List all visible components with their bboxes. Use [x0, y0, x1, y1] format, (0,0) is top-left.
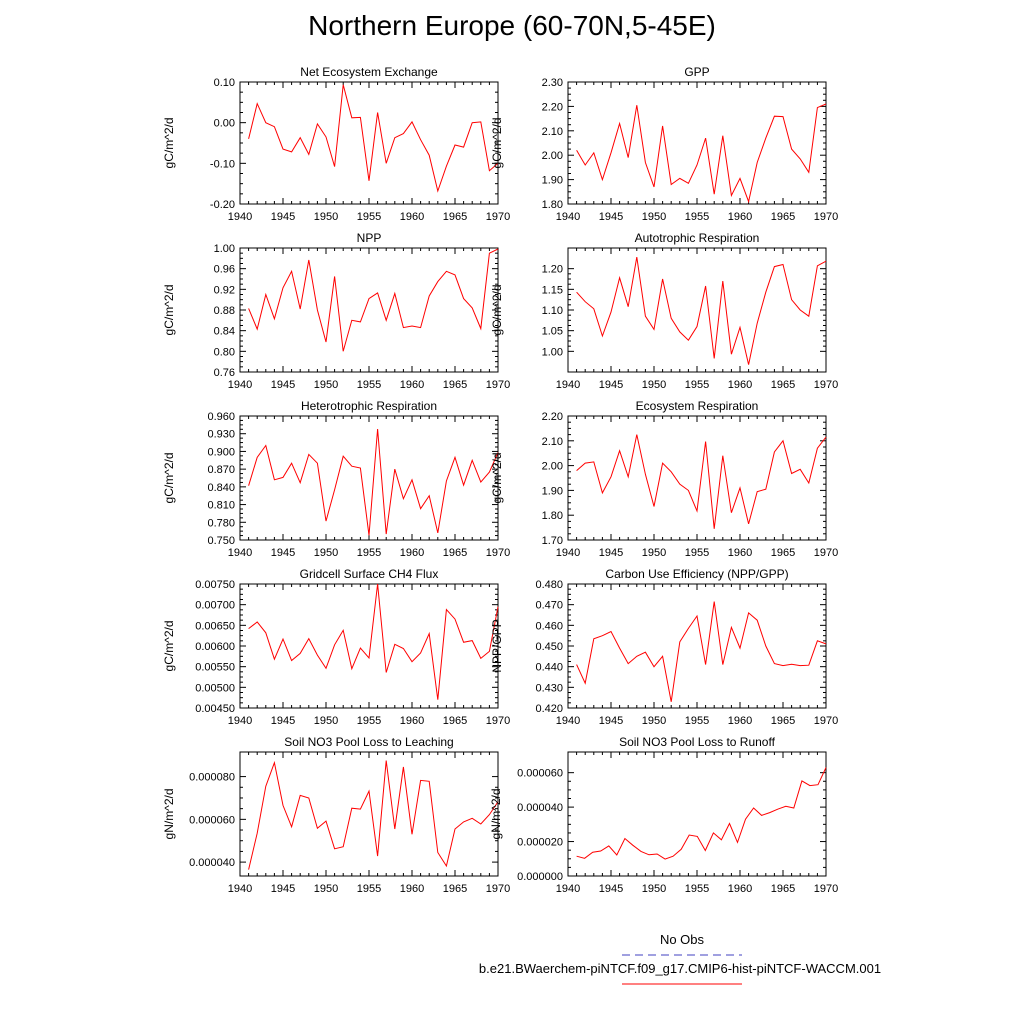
- x-tick-label: 1970: [813, 379, 839, 391]
- y-tick-label: 0.96: [213, 263, 235, 276]
- x-tick-label: 1960: [727, 715, 753, 727]
- x-tick-label: 1945: [270, 379, 296, 391]
- x-tick-label: 1940: [555, 883, 581, 895]
- y-tick-label: 0.00750: [195, 579, 235, 591]
- chart-title: Carbon Use Efficiency (NPP/GPP): [605, 567, 789, 581]
- plot-frame: [568, 752, 826, 876]
- x-tick-label: 1965: [442, 883, 468, 895]
- x-tick-label: 1950: [641, 883, 667, 895]
- x-tick-label: 1960: [399, 211, 425, 223]
- chart-panel-2: [162, 231, 510, 391]
- series-line: [249, 85, 498, 191]
- x-tick-label: 1950: [313, 379, 339, 391]
- x-tick-label: 1955: [356, 715, 382, 727]
- y-tick-label: 2.10: [541, 125, 563, 138]
- y-tick-label: 1.80: [541, 199, 563, 211]
- y-tick-label: 2.20: [541, 411, 563, 423]
- legend-obs-label: No Obs: [659, 932, 705, 947]
- chart-title: Soil NO3 Pool Loss to Leaching: [284, 735, 454, 749]
- y-tick-label: 0.000040: [189, 857, 235, 870]
- series-line: [249, 249, 498, 351]
- series-line: [577, 768, 826, 860]
- y-tick-label: 0.00550: [195, 661, 235, 674]
- y-tick-label: 1.80: [541, 510, 563, 523]
- series-line: [577, 435, 826, 529]
- y-tick-label: 0.420: [535, 703, 563, 715]
- y-axis-label: gN/m^2/d: [162, 788, 176, 840]
- chart-title: Ecosystem Respiration: [635, 399, 759, 413]
- plot-frame: [240, 752, 498, 876]
- y-axis-label: gN/m^2/d: [489, 788, 503, 840]
- x-tick-label: 1965: [770, 379, 796, 391]
- chart-title: GPP: [684, 65, 710, 79]
- x-tick-label: 1955: [684, 883, 710, 895]
- x-tick-label: 1960: [399, 547, 425, 559]
- chart-title: Autotrophic Respiration: [634, 231, 760, 245]
- x-tick-label: 1950: [313, 715, 339, 727]
- x-tick-label: 1945: [598, 715, 624, 727]
- x-tick-label: 1950: [641, 547, 667, 559]
- x-tick-label: 1965: [442, 211, 468, 223]
- y-tick-label: 0.480: [535, 579, 563, 591]
- x-tick-label: 1950: [641, 379, 667, 391]
- x-tick-label: 1970: [813, 211, 839, 223]
- x-tick-label: 1970: [485, 715, 511, 727]
- chart-panel-1: [490, 65, 838, 223]
- y-tick-label: 0.00650: [195, 620, 235, 633]
- plot-frame: [240, 416, 498, 540]
- y-axis-label: gC/m^2/d: [162, 284, 176, 336]
- x-tick-label: 1965: [442, 379, 468, 391]
- y-tick-label: 0.440: [535, 661, 563, 674]
- x-tick-label: 1965: [770, 211, 796, 223]
- y-tick-label: 0.000060: [517, 767, 563, 780]
- y-tick-label: 1.10: [541, 305, 563, 317]
- x-tick-label: 1940: [555, 715, 581, 727]
- series-line: [577, 257, 826, 365]
- y-tick-label: 0.00600: [195, 641, 235, 653]
- x-tick-label: 1960: [399, 379, 425, 391]
- chart-title: Heterotrophic Respiration: [300, 399, 438, 413]
- x-tick-label: 1945: [598, 883, 624, 895]
- y-tick-label: 0.900: [207, 446, 235, 459]
- x-tick-label: 1960: [399, 715, 425, 727]
- x-tick-label: 1960: [727, 547, 753, 559]
- x-tick-label: 1955: [684, 547, 710, 559]
- y-tick-label: 1.15: [541, 284, 563, 297]
- y-tick-label: 1.05: [541, 325, 563, 338]
- y-axis-label: gC/m^2/d: [490, 117, 504, 169]
- y-tick-label: 2.00: [541, 460, 563, 473]
- x-tick-label: 1945: [598, 379, 624, 391]
- x-tick-label: 1965: [442, 715, 468, 727]
- chart-panel-9: [489, 735, 838, 895]
- x-tick-label: 1955: [356, 883, 382, 895]
- y-tick-label: -0.10: [209, 158, 235, 171]
- series-line: [577, 602, 826, 702]
- y-tick-label: 0.84: [213, 325, 235, 338]
- y-axis-label: gC/m^2/d: [162, 620, 176, 672]
- y-tick-label: 1.70: [541, 535, 563, 547]
- y-tick-label: 1.00: [541, 346, 563, 359]
- y-axis-label: gC/m^2/d: [490, 452, 504, 504]
- x-tick-label: 1940: [227, 715, 253, 727]
- y-tick-label: 0.00700: [195, 599, 235, 612]
- x-tick-label: 1950: [313, 883, 339, 895]
- y-tick-label: 0.80: [213, 346, 235, 359]
- x-tick-label: 1950: [641, 715, 667, 727]
- y-tick-label: 0.92: [213, 284, 235, 297]
- y-tick-label: 0.780: [207, 517, 235, 530]
- x-tick-label: 1940: [227, 379, 253, 391]
- x-tick-label: 1940: [555, 211, 581, 223]
- x-tick-label: 1940: [555, 547, 581, 559]
- figure-title: Northern Europe (60-70N,5-45E): [308, 10, 716, 41]
- y-tick-label: 0.470: [535, 599, 563, 612]
- x-tick-label: 1950: [641, 211, 667, 223]
- plot-frame: [240, 248, 498, 372]
- x-tick-label: 1960: [727, 211, 753, 223]
- y-tick-label: 0.10: [213, 77, 235, 89]
- y-tick-label: 2.30: [541, 77, 563, 89]
- y-tick-label: 0.76: [213, 367, 235, 379]
- y-tick-label: 0.000040: [517, 802, 563, 815]
- y-tick-label: 0.450: [535, 641, 563, 653]
- x-tick-label: 1940: [227, 211, 253, 223]
- chart-title: Soil NO3 Pool Loss to Runoff: [619, 735, 775, 749]
- y-axis-label: gC/m^2/d: [162, 452, 176, 504]
- x-tick-label: 1945: [270, 715, 296, 727]
- series-line: [577, 104, 826, 202]
- chart-panel-4: [162, 399, 510, 559]
- series-line: [249, 761, 498, 870]
- y-axis-label: gC/m^2/d: [490, 284, 504, 336]
- y-tick-label: 0.000080: [189, 771, 235, 784]
- y-tick-label: 0.960: [207, 411, 235, 423]
- x-tick-label: 1965: [770, 883, 796, 895]
- x-tick-label: 1950: [313, 547, 339, 559]
- x-tick-label: 1945: [598, 211, 624, 223]
- y-tick-label: 2.00: [541, 150, 563, 163]
- x-tick-label: 1970: [485, 379, 511, 391]
- x-tick-label: 1945: [270, 211, 296, 223]
- y-tick-label: 0.870: [207, 464, 235, 477]
- y-tick-label: 0.810: [207, 499, 235, 512]
- y-tick-label: 2.20: [541, 101, 563, 114]
- chart-panel-0: [162, 65, 510, 223]
- plot-frame: [240, 584, 498, 708]
- x-tick-label: 1955: [356, 211, 382, 223]
- y-tick-label: -0.20: [209, 199, 235, 211]
- y-tick-label: 0.930: [207, 428, 235, 441]
- x-tick-label: 1970: [813, 883, 839, 895]
- y-tick-label: 1.90: [541, 174, 563, 187]
- series-line: [249, 429, 498, 535]
- x-tick-label: 1955: [356, 547, 382, 559]
- chart-panel-7: [490, 567, 838, 727]
- y-tick-label: 0.00450: [195, 703, 235, 715]
- x-tick-label: 1970: [485, 547, 511, 559]
- x-tick-label: 1945: [270, 547, 296, 559]
- plot-frame: [568, 416, 826, 540]
- x-tick-label: 1955: [684, 715, 710, 727]
- y-tick-label: 1.90: [541, 485, 563, 498]
- chart-panel-3: [490, 231, 838, 391]
- x-tick-label: 1940: [555, 379, 581, 391]
- chart-panel-5: [490, 399, 838, 559]
- x-tick-label: 1955: [356, 379, 382, 391]
- y-tick-label: 2.10: [541, 435, 563, 448]
- x-tick-label: 1955: [684, 211, 710, 223]
- x-tick-label: 1940: [227, 547, 253, 559]
- chart-title: NPP: [356, 231, 382, 245]
- x-tick-label: 1940: [227, 883, 253, 895]
- x-tick-label: 1950: [313, 211, 339, 223]
- x-tick-label: 1965: [442, 547, 468, 559]
- x-tick-label: 1960: [727, 379, 753, 391]
- y-axis-label: gC/m^2/d: [162, 117, 176, 169]
- y-tick-label: 0.88: [213, 305, 235, 317]
- y-tick-label: 1.20: [541, 263, 563, 276]
- x-tick-label: 1960: [399, 883, 425, 895]
- chart-panel-8: [162, 735, 510, 895]
- plot-frame: [568, 248, 826, 372]
- x-tick-label: 1955: [684, 379, 710, 391]
- x-tick-label: 1960: [727, 883, 753, 895]
- x-tick-label: 1970: [485, 211, 511, 223]
- y-tick-label: 0.00500: [195, 682, 235, 695]
- plot-frame: [240, 82, 498, 204]
- x-tick-label: 1970: [813, 715, 839, 727]
- y-tick-label: 1.00: [213, 243, 235, 255]
- legend-run-label: b.e21.BWaerchem-piNTCF.f09_g17.CMIP6-hist-piNTCF-WACCM.001: [478, 961, 882, 976]
- plot-frame: [568, 584, 826, 708]
- legend-run-line: [622, 982, 742, 986]
- y-tick-label: 0.460: [535, 620, 563, 633]
- chart-panel-6: [162, 567, 510, 727]
- y-tick-label: 0.430: [535, 682, 563, 695]
- x-tick-label: 1945: [270, 883, 296, 895]
- y-tick-label: 0.840: [207, 481, 235, 494]
- chart-title: Net Ecosystem Exchange: [300, 65, 438, 79]
- x-tick-label: 1965: [770, 547, 796, 559]
- chart-title: Gridcell Surface CH4 Flux: [299, 567, 439, 581]
- y-tick-label: 0.000060: [189, 814, 235, 827]
- plot-frame: [568, 82, 826, 204]
- y-tick-label: 0.750: [207, 535, 235, 547]
- y-tick-label: 0.00: [213, 117, 235, 130]
- x-tick-label: 1970: [485, 883, 511, 895]
- y-axis-label: NPP/GPP: [490, 619, 504, 673]
- y-tick-label: 0.000000: [517, 871, 563, 883]
- legend-obs-line: [622, 953, 742, 957]
- x-tick-label: 1945: [598, 547, 624, 559]
- x-tick-label: 1970: [813, 547, 839, 559]
- series-line: [249, 584, 498, 700]
- y-tick-label: 0.000020: [517, 836, 563, 849]
- x-tick-label: 1965: [770, 715, 796, 727]
